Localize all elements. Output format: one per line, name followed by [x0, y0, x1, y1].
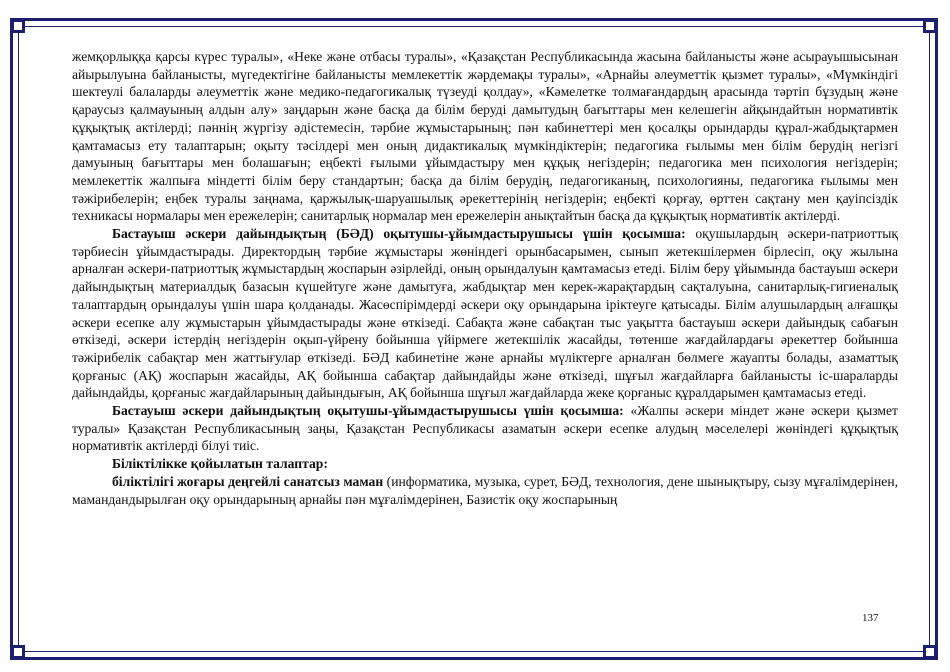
- paragraph-5: [72, 473, 898, 508]
- border-corner-ornament: [923, 19, 937, 33]
- paragraph-4: [72, 455, 898, 473]
- paragraph-1: [72, 48, 898, 225]
- paragraph-5-lead: біліктілігі жоғары деңгейлі санатсыз маман: [112, 473, 384, 489]
- paragraph-5-text: (информатика, музыка, сурет, БӘД, технология, дене шынықтыру, сызу мұғалімдерінен, мамандандырылған оқу орындарының арнайы пән мұғалімдерінен, Базистік оқу жоспарының: [72, 473, 898, 507]
- paragraph-3-lead: Бастауыш әскери дайындықтың оқытушы-ұйымдастырушысы үшін қосымша:: [112, 403, 624, 419]
- paragraph-2: [72, 225, 898, 402]
- border-corner-ornament: [11, 19, 25, 33]
- paragraph-2-text: оқушылардың әскери-патриоттық тәрбиесін ұйымдастырады. Директордың тәрбие жұмыстары жөніндегі орынбасарымен, сынып жетекшілермен бірлесіп, оқу жылына арналған әскери-патриоттық жұмыстардың жоспарын әзірлейді, оның орындалуын қамтамасыз етеді. Білім беру ұйымында бастауыш әскери дайындықтың материалдық базасын күшейтуге және дамытуға, жабдықтар мен керек-жарақтардың сақталуына, санитарлық-гигиеналық талаптардың орындалуы үшін шара қолданады. Жасөспірімдерді әскери оқу орындарына іріктеуге қатысады. Білім алушылардың алғашқы әскери есепке алу жұмыстарын ұйымдастырады және өткізеді. Сабақта және сабақтан тыс уақытта бастауыш әскери дайындық сабағын өткізеді, әскери істердің негіздерін оқып-үйрену бойынша үйірмеге жетекшілік жасайды, төтенше жағдайлардағы әрекеттер бойынша тәжірибелік сабақтар мен жаттығулар өткізеді. БӘД кабинетіне және арнайы мүліктерге арналған бөлмеге жауапты болады, азаматтық қорғаныс (АҚ) жоспарын жасайды, АҚ бойынша сабақтар дайындайды және өткізеді, шұғыл жағдайларға байланысты іс-шараларды дайындайды, қорғаныс жағдайларының дайындығын, АҚ бойынша шұғыл жағдайларда жеке қорғаныс құралдарымен қамтамасыз етеді.: [72, 226, 898, 401]
- paragraph-3: [72, 402, 898, 455]
- paragraph-2-lead: Бастауыш әскери дайындықтың (БӘД) оқытушы-ұйымдастырушысы үшін қосымша:: [112, 226, 686, 242]
- document-page: [72, 48, 898, 608]
- page-number: 137: [862, 612, 879, 624]
- paragraph-3-text: «Жалпы әскери міндет және әскери қызмет туралы» Қазақстан Республикасының заңы, Қазақстан Республикасы азаматын әскери есепке алудың мәселелері жөніндегі құқықтық нормативтік актілерді білуі тиіс.: [72, 403, 898, 454]
- border-corner-ornament: [923, 645, 937, 659]
- paragraph-1-text: жемқорлыққа қарсы күрес туралы», «Неке және отбасы туралы», «Қазақстан Республикасында жасына байланысты және асырауышысынан айырылуына байланысты, мүгедектігіне байланысты мемлекеттік жәрдемақы туралы», «Арнайы әлеуметтік қызмет туралы», «Мүмкіндігі шектеулі балаларды әлеуметтік және медико-педагогикалық түзеуді қолдау», «Кәмелетке толмағандардың арасында тәртіп бұзудың және қараусыз қалмауының алдын алу» заңдарын және басқа да білім беруді дамытудың бағыттары мен келешегін айқындайтын нормативтік құқықтық актілерді; пәннің жүргізу әдістемесін, тәрбие жұмыстарының; пән кабинеттері мен қосалқы орындарды құрал-жабдықтармен қамтамасыз ету талаптарын; оқыту тәсілдері мен оның дидактикалық мүмкіндіктерін; педагогика ғылымы мен білім берудің негізгі дамуының бағыттары мен болашағын; еңбекті ғылыми ұйымдастыру мен құқық негіздерін; педагогика мен психология негіздерін; мемлекеттік жалпыға міндетті білім беру стандартын; басқа да білім берудің, педагогиканың, психологияны, педагогика ғылымы мен тәжірибелерін; еңбек туралы заңнама, қаржылық-шаруашылық әрекеттерінің негіздерін; еңбекті қорғау, өрттен сақтану мен қауіпсіздік техникасы нормалары мен ережелерін; санитарлық нормалар мен ережелерін анықтайтын басқа да құқықтық нормативтік актілерді.: [72, 49, 898, 224]
- paragraph-4-lead: Біліктілікке қойылатын талаптар:: [112, 456, 328, 472]
- border-corner-ornament: [11, 645, 25, 659]
